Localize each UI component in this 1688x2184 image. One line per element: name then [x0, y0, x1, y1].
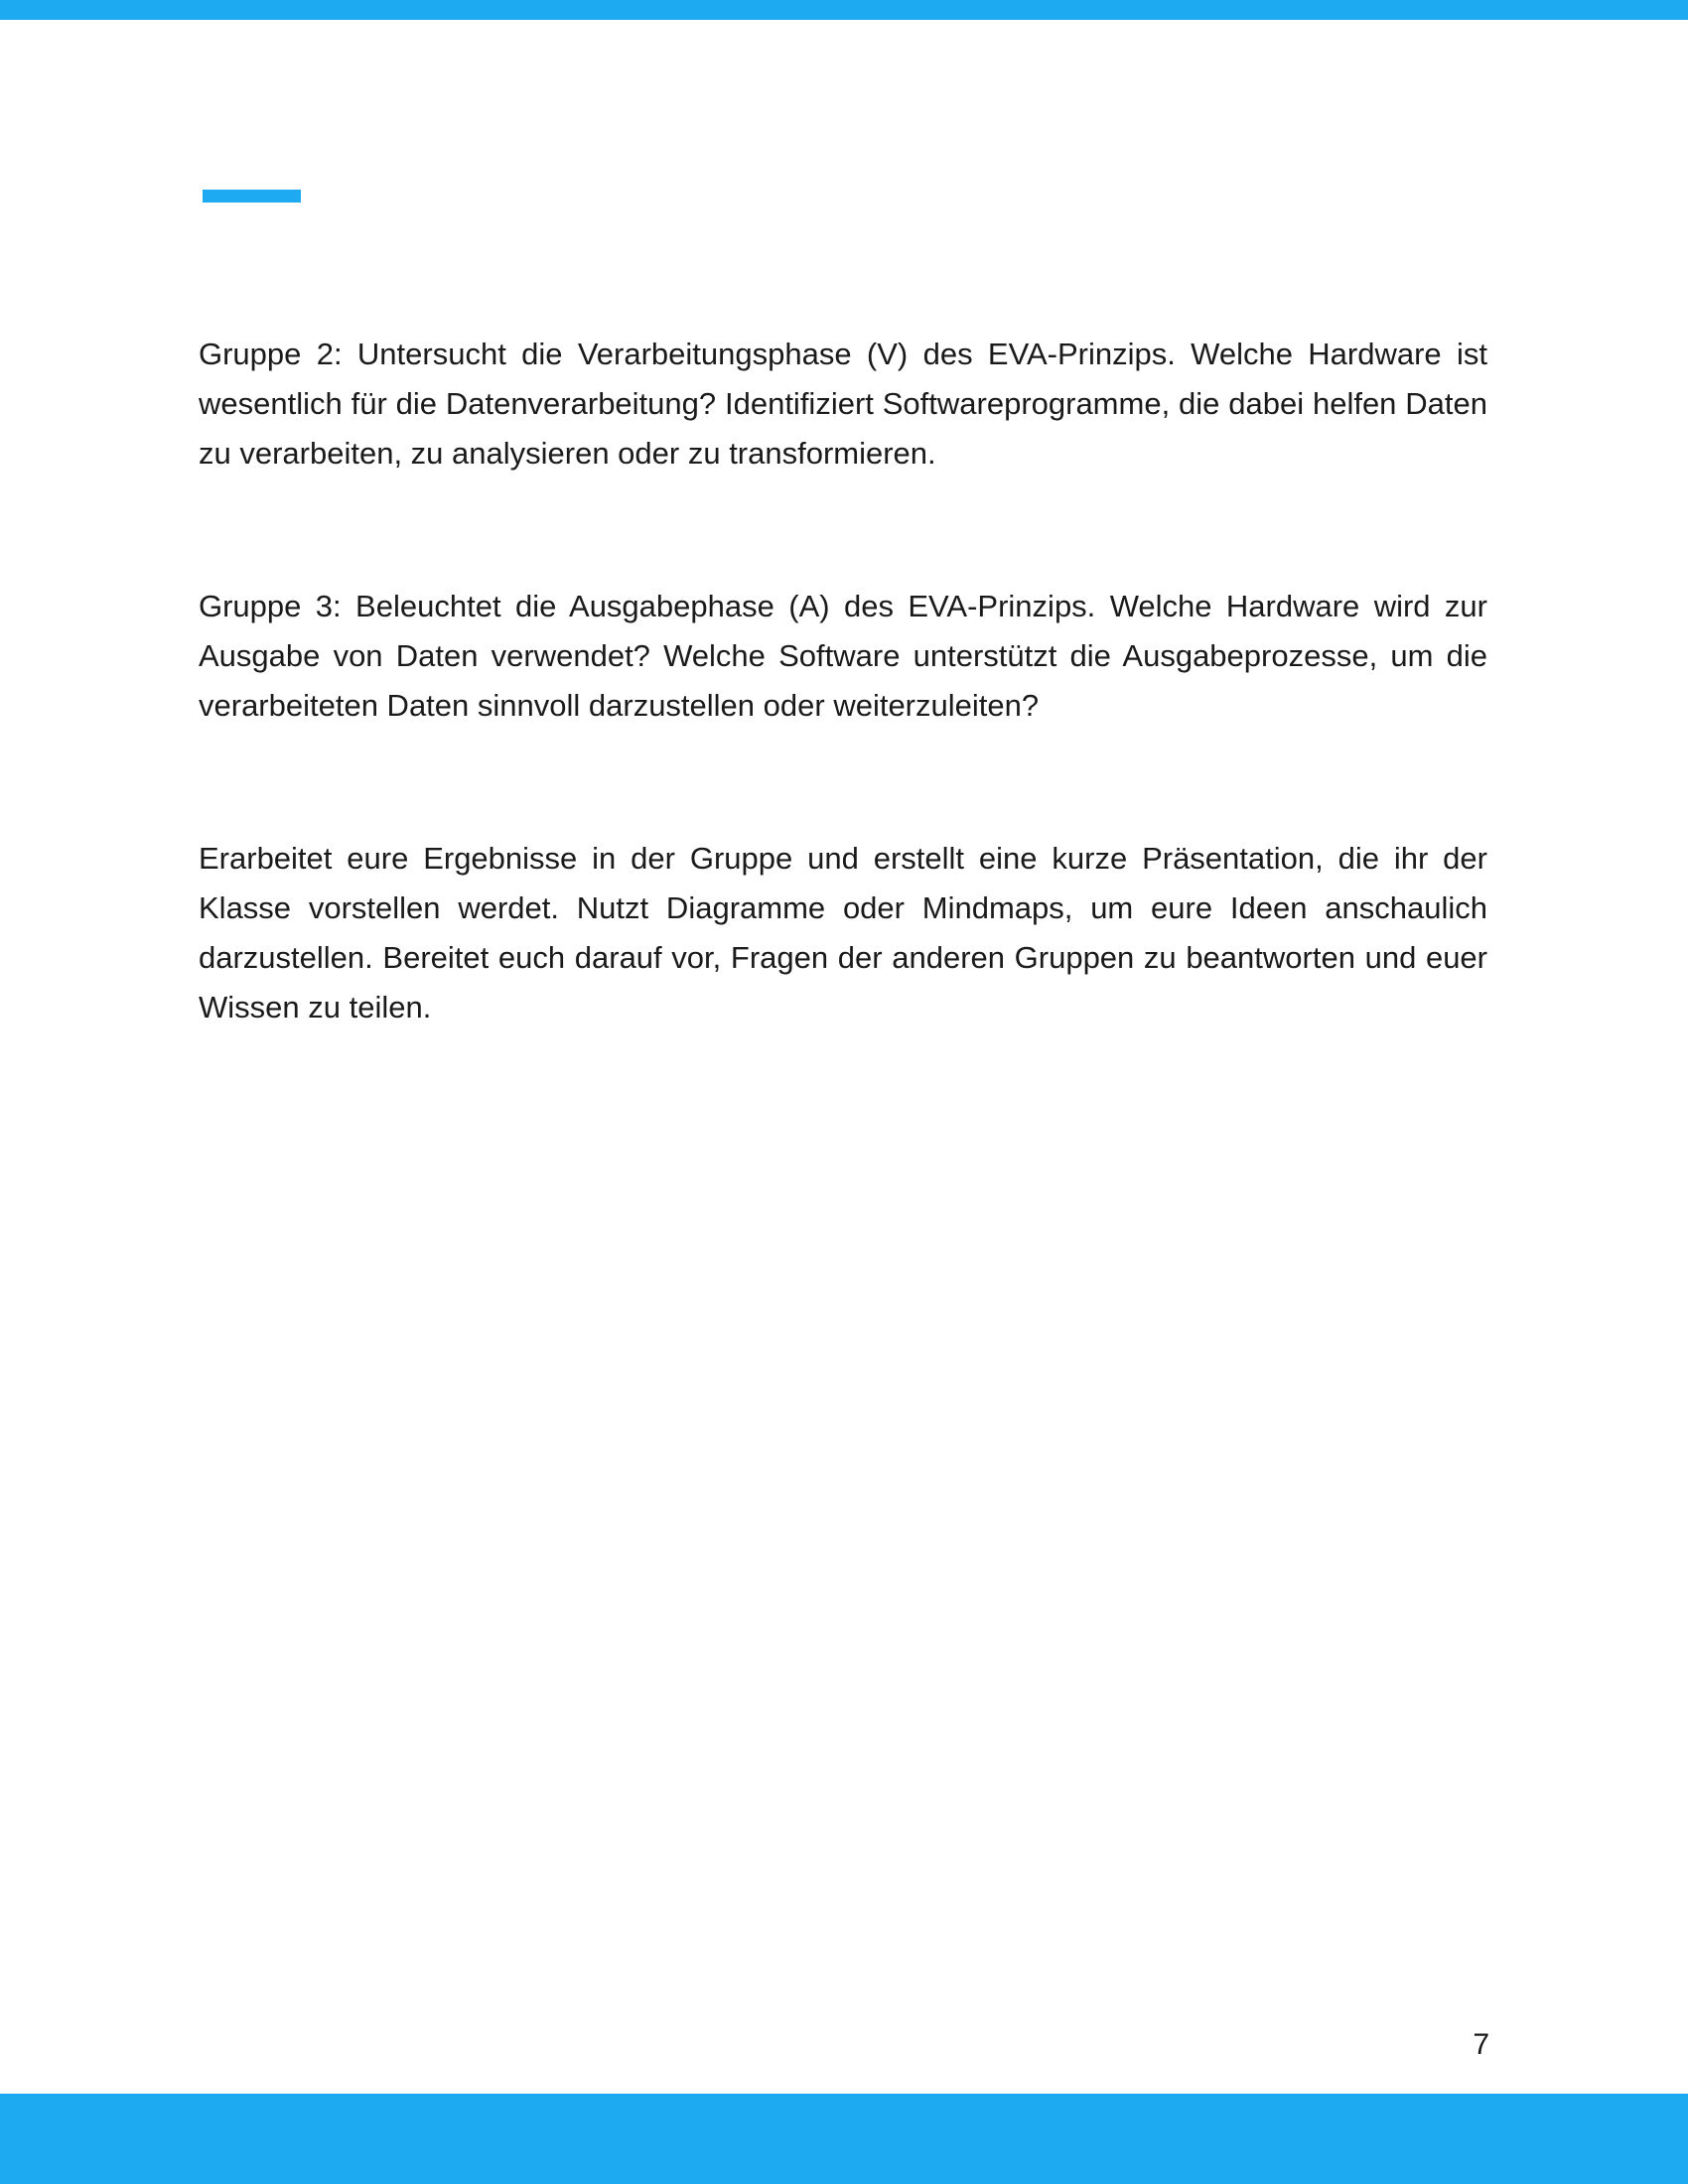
section-accent-dash: [203, 190, 301, 203]
paragraph-gruppe-2: Gruppe 2: Untersucht die Verarbeitungsphase (V) des EVA-Prinzips. Welche Hardware ist wesentlich für die Datenverarbeitung? Identifiziert Softwareprogramme, die dabei helfen Daten zu verarbeiten, zu analysieren oder zu transformieren.: [199, 337, 1487, 471]
bottom-accent-bar: [0, 2094, 1688, 2184]
page-body: [199, 330, 1487, 1032]
paragraph-instructions: Erarbeitet eure Ergebnisse in der Gruppe und erstellt eine kurze Präsentation, die ihr der Klasse vorstellen werdet. Nutzt Diagramme oder Mindmaps, um eure Ideen anschaulich darzustellen. Bereitet euch darauf vor, Fragen der anderen Gruppen zu beantworten und euer Wissen zu teilen.: [199, 841, 1487, 1024]
top-accent-bar: [0, 0, 1688, 20]
page-number: 7: [1473, 2028, 1489, 2061]
paragraph-gruppe-3: Gruppe 3: Beleuchtet die Ausgabephase (A) des EVA-Prinzips. Welche Hardware wird zur Ausgabe von Daten verwendet? Welche Software unterstützt die Ausgabeprozesse, um die verarbeiteten Daten sinnvoll darzustellen oder weiterzuleiten?: [199, 589, 1487, 723]
